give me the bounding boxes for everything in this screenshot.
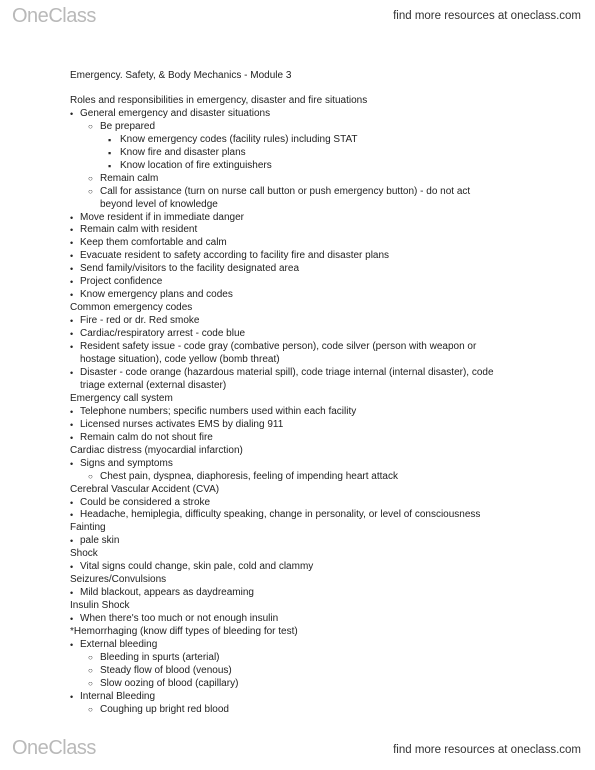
line-text: Telephone numbers; specific numbers used within each facility: [80, 405, 357, 417]
list-item: [70, 535, 590, 548]
list-item: [70, 354, 590, 367]
bullet-icon: •: [70, 562, 74, 573]
list-item: [70, 134, 590, 147]
bullet-icon: ▪: [108, 134, 112, 145]
list-item: [70, 587, 590, 600]
list-item: [70, 289, 590, 302]
line-text: Seizures/Convulsions: [70, 574, 167, 586]
line-text: Cerebral Vascular Accident (CVA): [70, 483, 220, 495]
list-item: [70, 406, 590, 419]
list-item: [70, 367, 590, 380]
line-text: Slow oozing of blood (capillary): [100, 677, 239, 689]
line-text: Be prepared: [100, 120, 156, 132]
line-text: Fire - red or dr. Red smoke: [80, 315, 200, 327]
logo-class: Class: [48, 5, 96, 27]
bullet-icon: •: [70, 536, 74, 547]
list-item: [70, 691, 590, 704]
bullet-icon: •: [70, 316, 74, 327]
line-text: Headache, hemiplegia, difficulty speaking, change in personality, or level of consciousness: [80, 509, 481, 521]
document-body: [70, 70, 590, 717]
line-text: Shock: [70, 548, 98, 560]
bullet-icon: ○: [88, 665, 93, 675]
line-text: *Hemorrhaging (know diff types of bleeding for test): [70, 626, 298, 638]
bullet-icon: ▪: [108, 160, 112, 171]
bullet-icon: •: [70, 367, 74, 378]
list-item: [70, 237, 590, 250]
line-text: Keep them comfortable and calm: [80, 237, 227, 249]
bullet-icon: •: [70, 238, 74, 249]
bullet-icon: ○: [88, 471, 93, 481]
list-item: [70, 147, 590, 160]
bullet-icon: •: [70, 277, 74, 288]
list-item: [70, 121, 590, 134]
list-item: [70, 380, 590, 393]
bullet-icon: •: [70, 251, 74, 262]
line-text: Know location of fire extinguishers: [120, 159, 272, 171]
bullet-icon: ○: [88, 173, 93, 183]
list-item: [70, 315, 590, 328]
line-text: Know fire and disaster plans: [120, 146, 246, 158]
list-item: [70, 561, 590, 574]
bullet-icon: •: [70, 108, 74, 119]
section-heading: [70, 548, 590, 561]
line-text: External bleeding: [80, 638, 158, 650]
section-heading: [70, 484, 590, 497]
bullet-icon: ○: [88, 678, 93, 688]
footer-tagline[interactable]: find more resources at oneclass.com: [393, 744, 581, 756]
bullet-icon: ○: [88, 704, 93, 714]
line-text: hostage situation), code yellow (bomb threat): [80, 354, 280, 366]
bullet-icon: •: [70, 691, 74, 702]
list-item: [70, 613, 590, 626]
list-item: [70, 652, 590, 665]
list-item: [70, 432, 590, 445]
bullet-icon: •: [70, 614, 74, 625]
list-item: [70, 419, 590, 432]
line-text: Roles and responsibilities in emergency, disaster and fire situations: [70, 94, 368, 106]
section-heading: [70, 445, 590, 458]
list-item: [70, 458, 590, 471]
line-text: Signs and symptoms: [80, 457, 173, 469]
section-heading: [70, 626, 590, 639]
line-text: Coughing up bright red blood: [100, 703, 229, 715]
line-text: Disaster - code orange (hazardous material spill), code triage internal (internal disaster), code: [80, 366, 494, 378]
list-item: [70, 276, 590, 289]
list-item: [70, 186, 590, 199]
list-item: [70, 328, 590, 341]
bullet-icon: •: [70, 419, 74, 430]
logo-one: One: [12, 737, 49, 759]
bullet-icon: ○: [88, 652, 93, 662]
section-heading: [70, 600, 590, 613]
list-item: [70, 212, 590, 225]
line-text: Remain calm: [100, 172, 159, 184]
section-heading: [70, 302, 590, 315]
line-text: Remain calm do not shout fire: [80, 431, 213, 443]
bullet-icon: ▪: [108, 147, 112, 158]
bullet-icon: •: [70, 290, 74, 301]
line-text: Vital signs could change, skin pale, cold and clammy: [80, 561, 314, 573]
logo-class: Class: [48, 737, 96, 759]
list-item: [70, 665, 590, 678]
bullet-icon: •: [70, 329, 74, 340]
bullet-icon: •: [70, 497, 74, 508]
line-text: General emergency and disaster situations: [80, 107, 271, 119]
bullet-icon: •: [70, 342, 74, 353]
bullet-icon: •: [70, 432, 74, 443]
line-text: Could be considered a stroke: [80, 496, 211, 508]
line-text: Cardiac/respiratory arrest - code blue: [80, 328, 246, 340]
logo-one: One: [12, 5, 49, 27]
list-item: [70, 639, 590, 652]
line-text: Know emergency codes (facility rules) including STAT: [120, 133, 358, 145]
line-text: Move resident if in immediate danger: [80, 211, 244, 223]
section-heading: [70, 574, 590, 587]
outline-list: [70, 95, 590, 717]
line-text: Send family/visitors to the facility designated area: [80, 263, 299, 275]
line-text: Resident safety issue - code gray (combative person), code silver (person with weapon or: [80, 341, 477, 353]
document-title: Emergency. Safety, & Body Mechanics - Module 3: [70, 70, 292, 81]
line-text: triage external (external disaster): [80, 379, 227, 391]
line-text: Steady flow of blood (venous): [100, 664, 232, 676]
section-heading: [70, 95, 590, 108]
line-text: Common emergency codes: [70, 302, 193, 314]
line-text: When there's too much or not enough insulin: [80, 613, 279, 625]
list-item: [70, 341, 590, 354]
line-text: Remain calm with resident: [80, 224, 198, 236]
section-heading: [70, 393, 590, 406]
line-text: Chest pain, dyspnea, diaphoresis, feeling of impending heart attack: [100, 470, 398, 482]
bullet-icon: •: [70, 212, 74, 223]
line-text: Fainting: [70, 522, 106, 534]
line-text: Cardiac distress (myocardial infarction): [70, 444, 243, 456]
section-heading: [70, 522, 590, 535]
list-item: [70, 471, 590, 484]
list-item: [70, 108, 590, 121]
list-item: [70, 250, 590, 263]
line-text: Call for assistance (turn on nurse call button or push emergency button) - do not act: [100, 185, 471, 197]
bullet-icon: •: [70, 510, 74, 521]
bullet-icon: •: [70, 264, 74, 275]
title-spacer: [70, 83, 590, 95]
line-text: Mild blackout, appears as daydreaming: [80, 587, 254, 599]
oneclass-logo-footer: [12, 738, 96, 758]
bullet-icon: •: [70, 406, 74, 417]
list-item: [70, 263, 590, 276]
header-tagline[interactable]: find more resources at oneclass.com: [393, 10, 581, 22]
line-text: pale skin: [80, 535, 120, 547]
list-item: [70, 678, 590, 691]
line-text: Project confidence: [80, 276, 163, 288]
line-text: Internal Bleeding: [80, 690, 156, 702]
list-item: [70, 497, 590, 510]
list-item: [70, 704, 590, 717]
line-text: Evacuate resident to safety according to facility fire and disaster plans: [80, 250, 390, 262]
line-text: beyond level of knowledge: [100, 198, 218, 210]
list-item: [70, 173, 590, 186]
bullet-icon: •: [70, 639, 74, 650]
list-item: [70, 199, 590, 212]
bullet-icon: •: [70, 588, 74, 599]
list-item: [70, 224, 590, 237]
line-text: Insulin Shock: [70, 600, 130, 612]
bullet-icon: ○: [88, 186, 93, 196]
line-text: Know emergency plans and codes: [80, 289, 233, 301]
oneclass-logo: [12, 6, 96, 26]
bullet-icon: ○: [88, 121, 93, 131]
list-item: [70, 509, 590, 522]
bullet-icon: •: [70, 225, 74, 236]
line-text: Emergency call system: [70, 392, 173, 404]
line-text: Bleeding in spurts (arterial): [100, 651, 220, 663]
bullet-icon: •: [70, 458, 74, 469]
list-item: [70, 160, 590, 173]
line-text: Licensed nurses activates EMS by dialing 911: [80, 418, 284, 430]
